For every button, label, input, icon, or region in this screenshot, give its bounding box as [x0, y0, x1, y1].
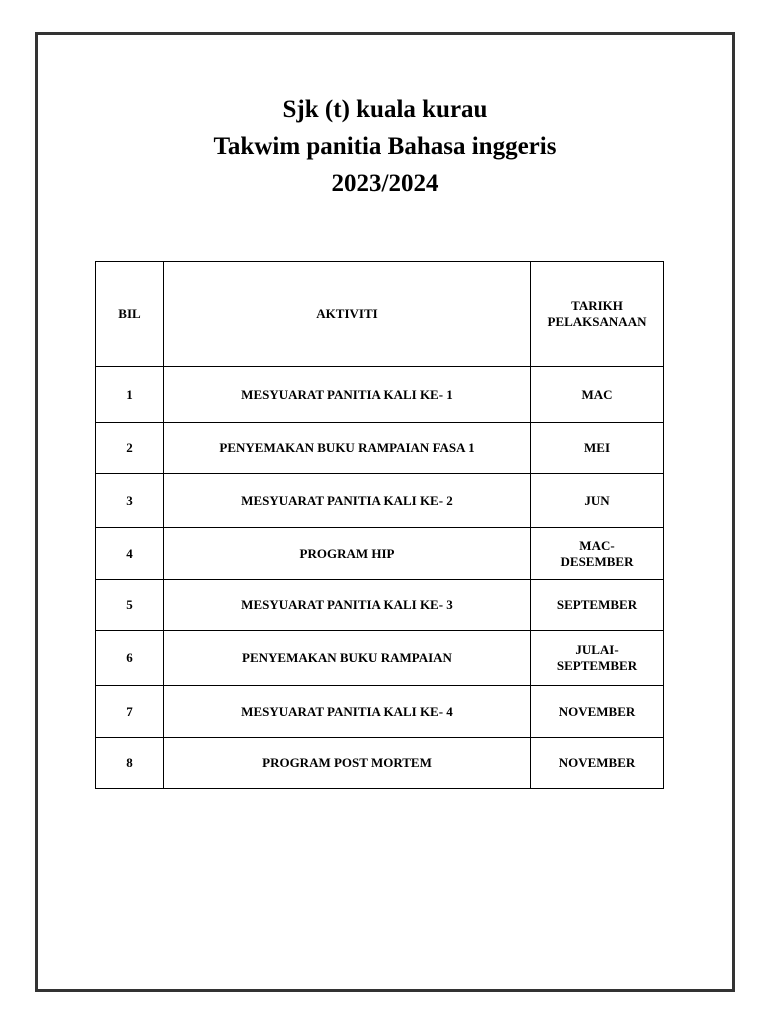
cell-bil: 2: [96, 423, 164, 474]
cell-aktiviti: PENYEMAKAN BUKU RAMPAIAN: [164, 631, 531, 686]
cell-aktiviti: MESYUARAT PANITIA KALI KE- 1: [164, 367, 531, 423]
cell-bil: 6: [96, 631, 164, 686]
table-row: [96, 423, 664, 474]
cell-aktiviti: MESYUARAT PANITIA KALI KE- 2: [164, 474, 531, 528]
cell-aktiviti: PROGRAM HIP: [164, 528, 531, 580]
table-row: [96, 686, 664, 738]
table-row: [96, 474, 664, 528]
cell-tarikh: SEPTEMBER: [531, 580, 664, 631]
calendar-title: Takwim panitia Bahasa inggeris: [213, 133, 557, 160]
cell-bil: 7: [96, 686, 164, 738]
document-page: [35, 32, 735, 992]
table-row: [96, 528, 664, 580]
cell-tarikh: NOVEMBER: [531, 738, 664, 789]
table-row: [96, 580, 664, 631]
cell-tarikh: NOVEMBER: [531, 686, 664, 738]
cell-bil: 3: [96, 474, 164, 528]
cell-bil: 5: [96, 580, 164, 631]
cell-tarikh: MEI: [531, 423, 664, 474]
table-row: [96, 367, 664, 423]
table-row: [96, 738, 664, 789]
header-tarikh-pelaksanaan: TARIKH PELAKSANAAN: [531, 262, 664, 367]
cell-bil: 4: [96, 528, 164, 580]
cell-bil: 1: [96, 367, 164, 423]
school-name: Sjk (t) kuala kurau: [282, 96, 488, 123]
table-row: [96, 631, 664, 686]
cell-tarikh: JULAI-SEPTEMBER: [531, 631, 664, 686]
session-year: 2023/2024: [331, 170, 439, 197]
header-bil: BIL: [96, 262, 164, 367]
header-aktiviti: AKTIVITI: [164, 262, 531, 367]
cell-aktiviti: PENYEMAKAN BUKU RAMPAIAN FASA 1: [164, 423, 531, 474]
cell-bil: 8: [96, 738, 164, 789]
table-header-row: [96, 262, 664, 367]
cell-tarikh: JUN: [531, 474, 664, 528]
cell-tarikh: MAC-DESEMBER: [531, 528, 664, 580]
activity-calendar-table: [95, 261, 664, 789]
document-title: [38, 91, 732, 202]
cell-tarikh: MAC: [531, 367, 664, 423]
cell-aktiviti: PROGRAM POST MORTEM: [164, 738, 531, 789]
cell-aktiviti: MESYUARAT PANITIA KALI KE- 3: [164, 580, 531, 631]
cell-aktiviti: MESYUARAT PANITIA KALI KE- 4: [164, 686, 531, 738]
